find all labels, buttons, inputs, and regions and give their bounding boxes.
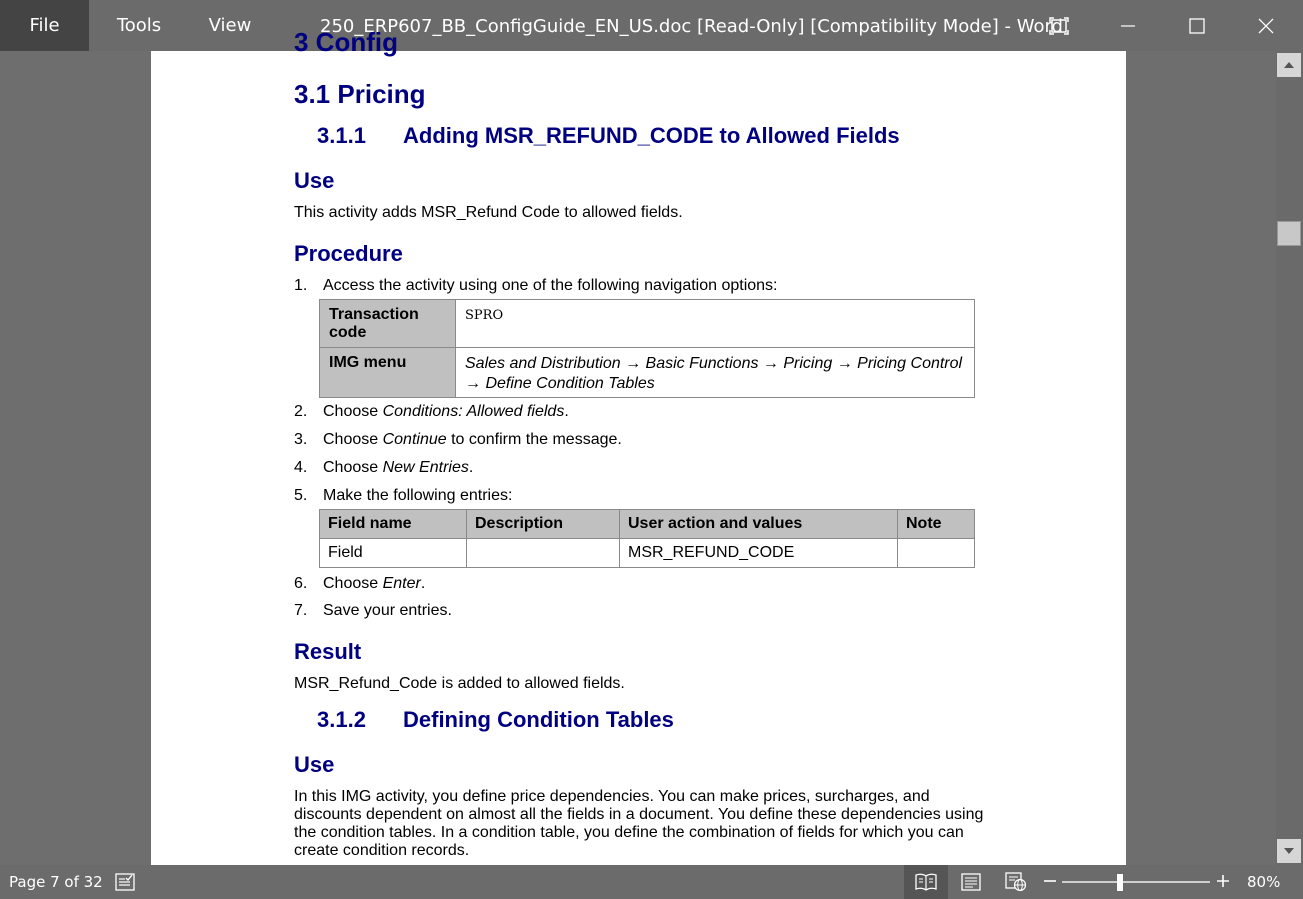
table-cell [898, 539, 975, 568]
close-button[interactable] [1232, 0, 1300, 51]
img-menu-label: IMG menu [320, 348, 456, 398]
web-layout-button[interactable] [994, 865, 1038, 899]
proofing-status-button[interactable] [115, 872, 137, 897]
triangle-up-icon [1283, 61, 1295, 69]
read-mode-button[interactable] [904, 865, 948, 899]
section-number: 3.1 [294, 79, 331, 109]
proofing-icon [115, 872, 137, 892]
focus-mode-button[interactable] [1025, 0, 1093, 51]
plus-icon [1215, 873, 1231, 889]
table-cell: Field [320, 539, 467, 568]
transaction-code-value: SPRO [456, 300, 975, 348]
use-heading: Use [294, 168, 335, 193]
step-7: 7. Save your entries. [294, 602, 452, 619]
step-2: 2. Choose Conditions: Allowed fields. [294, 403, 569, 420]
step-6: 6. Choose Enter. [294, 575, 426, 592]
img-menu-path: Sales and Distribution → Basic Functions → Pricing → Pricing Control → Define Condition Tables [456, 348, 975, 398]
cut-off-heading: 3 Config [294, 27, 398, 57]
section-title: Pricing [337, 79, 426, 109]
menu-file[interactable]: File [0, 0, 89, 51]
table-row [320, 539, 975, 568]
minimize-icon [1120, 18, 1136, 34]
vertical-scrollbar[interactable] [1276, 51, 1303, 865]
title-bar [0, 0, 1303, 51]
entries-table [319, 509, 975, 568]
step-5: 5. Make the following entries: [294, 487, 513, 504]
table-cell [467, 539, 620, 568]
table-header-row [320, 510, 975, 539]
maximize-icon [1189, 18, 1205, 34]
zoom-slider-thumb[interactable] [1117, 874, 1123, 891]
column-header: User action and values [620, 510, 898, 539]
column-header: Note [898, 510, 975, 539]
menu-view[interactable]: View [208, 15, 252, 36]
focus-mode-icon [1049, 17, 1069, 35]
subsection-title: Adding MSR_REFUND_CODE to Allowed Fields [403, 123, 900, 148]
status-bar [0, 865, 1303, 899]
use-heading-2: Use [294, 752, 335, 777]
page-count[interactable]: Page 7 of 32 [9, 873, 103, 891]
menu-tools[interactable]: Tools [116, 15, 162, 36]
table-cell: MSR_REFUND_CODE [620, 539, 898, 568]
subsection-heading-2 [317, 707, 674, 733]
print-layout-button[interactable] [949, 865, 993, 899]
zoom-level[interactable]: 80% [1247, 873, 1281, 891]
minimize-button[interactable] [1094, 0, 1162, 51]
print-layout-icon [961, 873, 981, 891]
transaction-code-label: Transaction code [320, 300, 456, 348]
minus-icon [1042, 873, 1058, 889]
navigation-options-table [319, 299, 975, 398]
window-title: 250_ERP607_BB_ConfigGuide_EN_US.doc [Read-Only] [Compatibility Mode] - Word [320, 16, 1063, 37]
zoom-slider-track[interactable] [1062, 881, 1210, 883]
result-heading: Result [294, 639, 362, 664]
subsection-title: Defining Condition Tables [403, 707, 674, 732]
use-text: This activity adds MSR_Refund Code to allowed fields. [294, 204, 683, 221]
step-1: 1. Access the activity using one of the following navigation options: [294, 277, 778, 294]
scroll-down-button[interactable] [1277, 839, 1301, 863]
subsection-number: 3.1.2 [317, 707, 366, 732]
subsection-number: 3.1.1 [317, 123, 366, 148]
book-icon [915, 873, 937, 891]
column-header: Description [467, 510, 620, 539]
triangle-down-icon [1283, 847, 1295, 855]
table-row [320, 300, 975, 348]
column-header: Field name [320, 510, 467, 539]
step-3: 3. Choose Continue to confirm the message. [294, 431, 622, 448]
web-layout-icon [1005, 872, 1027, 892]
use-paragraph-2: In this IMG activity, you define price dependencies. You can make prices, surcharges, and discounts dependent on almost all the fields in a document. You define these dependencies using the condition tables. In a condition table, you define the combination of fields for which you can create condition records. [294, 788, 984, 859]
procedure-heading: Procedure [294, 241, 403, 266]
scrollbar-thumb[interactable] [1277, 221, 1301, 246]
close-icon [1258, 18, 1274, 34]
subsection-heading-1 [317, 123, 900, 149]
zoom-out-button[interactable] [1042, 873, 1058, 894]
document-page[interactable] [151, 27, 1126, 865]
maximize-button[interactable] [1163, 0, 1231, 51]
step-4: 4. Choose New Entries. [294, 459, 474, 476]
result-text: MSR_Refund_Code is added to allowed fields. [294, 675, 625, 692]
table-row [320, 348, 975, 398]
section-heading [294, 79, 426, 110]
scroll-up-button[interactable] [1277, 53, 1301, 77]
zoom-in-button[interactable] [1215, 873, 1231, 894]
